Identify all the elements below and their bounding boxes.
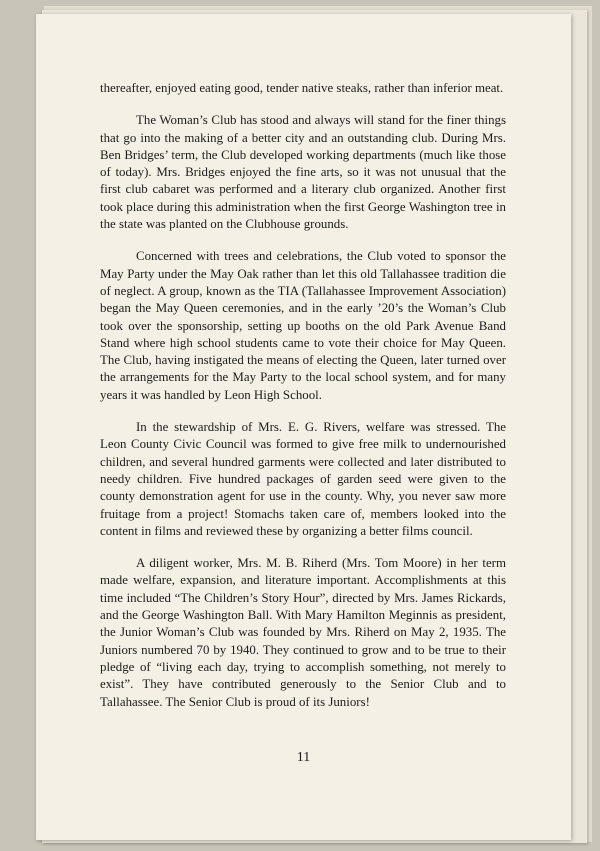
page-number: 11 (296, 750, 311, 765)
document-page (36, 14, 571, 840)
paragraph-rivers-welfare: In the stewardship of Mrs. E. G. Rivers, welfare was stressed. The Leon County Civic Council was formed to give free milk to undernourished children, and several hundred garments were collected and later distributed to needy children. Five hundred packages of garden seed were given to the county demonstration agent for use in the county. Why, you never saw more fruitage from a project! Stomachs taken care of, members looked into the content in films and reviewed these by organizing a better films council. (100, 420, 506, 538)
paragraph-womans-club-bridges: The Woman’s Club has stood and always will stand for the finer things that go into the making of a better city and an outstanding club. During Mrs. Ben Bridges’ term, the Club developed working departments (much like those of today). Mrs. Bridges enjoyed the fine arts, so it was not unusual that the first club cabaret was performed and a literary club organized. Another first took place during this administration when the first George Washington tree in the state was planted on the Clubhouse grounds. (100, 113, 506, 232)
paragraph-riherd-juniors: A diligent worker, Mrs. M. B. Riherd (Mrs. Tom Moore) in her term made welfare, expansion, and literature important. Accomplishments at this time included “The Children’s Story Hour”, directed by Mrs. James Rickards, and the George Washington Ball. With Mary Hamilton Meginnis as president, the Junior Woman’s Club was founded by Mrs. Riherd on May 2, 1935. The Juniors numbered 70 by 1940. They continued to grow and to be true to their pledge of “living each day, trying to accomplish something, not merely to exist”. They have contributed generously to the Senior Club and to Tallahassee. The Senior Club is proud of its Juniors! (100, 556, 506, 709)
body-text (100, 80, 506, 726)
paragraph-may-party: Concerned with trees and celebrations, the Club voted to sponsor the May Party under the May Oak rather than let this old Tallahassee tradition die of neglect. A group, known as the TIA (Tallahassee Improvement Association) began the May Queen ceremonies, and in the early ’20’s the Woman’s Club took over the sponsorship, setting up booths on the old Park Avenue Band Stand where high school students came to vote their choice for May Queen. The Club, having instigated the means of electing the Queen, later turned over the arrangements for the May Party to the local school system, and for many years it was handled by Leon High School. (100, 249, 506, 402)
paragraph-continued: thereafter, enjoyed eating good, tender native steaks, rather than inferior meat. (100, 81, 504, 95)
